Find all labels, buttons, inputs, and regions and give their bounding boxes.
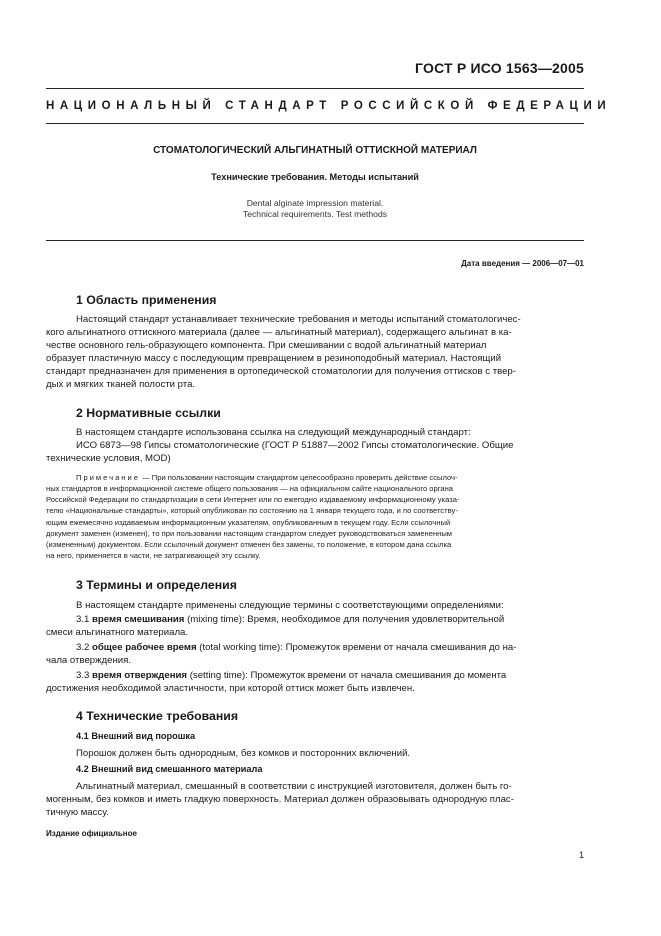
section-4-heading: 4 Технические требования: [76, 709, 238, 723]
edition-label: Издание официальное: [46, 829, 137, 838]
document-title: СТОМАТОЛОГИЧЕСКИЙ АЛЬГИНАТНЫЙ ОТТИСКНОЙ МАТЕРИАЛ: [153, 145, 477, 156]
note-line: ных стандартов в информационной системе общего пользования — на официальном сайте национального органа: [46, 484, 453, 493]
english-title-line-1: Dental alginate impression material.: [246, 198, 384, 208]
section-3-intro: В настоящем стандарте применены следующие термины с соответствующими определениями:: [76, 600, 504, 611]
note-line: на него, применяется в части, не затрагивающей эту ссылку.: [46, 551, 261, 560]
section-1-line: стандарт предназначен для применения в ортопедической стоматологии для получения оттисков с твер-: [46, 366, 516, 377]
top-rule: [46, 88, 584, 89]
note-line: Российской Федерации по стандартизации в сети Интернет или по ежегодно издаваемому информационному указа-: [46, 495, 460, 504]
term-number: 3.3: [76, 670, 93, 681]
document-subtitle: Технические требования. Методы испытаний: [211, 172, 419, 182]
note-text: — При пользовании настоящим стандартом целесообразно проверить действие ссылоч-: [139, 473, 458, 482]
term-name: время смешивания: [92, 614, 185, 625]
title-rule: [46, 240, 584, 241]
subsection-4-1-heading: 4.1 Внешний вид порошка: [76, 731, 196, 741]
banner-rule: [46, 123, 584, 124]
section-2-heading: 2 Нормативные ссылки: [76, 406, 221, 420]
note-line: документ заменен (изменен), то при пользовании настоящим стандартом следует руководствоваться замененным: [46, 529, 453, 538]
term-number: 3.1: [76, 614, 93, 625]
term-3-3-cont: достижения необходимой эластичности, при которой оттиск может быть извлечен.: [46, 683, 415, 694]
note-line: ющим ежемесячно издаваемым информационным указателям, опубликованным в текущем году. Если ссылочный: [46, 518, 451, 527]
note-line: телю «Национальные стандарты», который опубликован по состоянию на 1 января текущего года, и по соответству-: [46, 506, 458, 515]
term-3-2: [76, 641, 584, 654]
term-3-2-cont: чала отверждения.: [46, 655, 131, 666]
section-1-line: образует пластичную массу с последующим превращением в резиноподобный материал. Настоящий: [46, 353, 502, 364]
english-title-line-2: Technical requirements. Test methods: [242, 209, 388, 219]
term-definition: (total working time): Промежуток времени от начала смешивания до на-: [196, 642, 517, 653]
section-1-line: дых и мягких тканей полости рта.: [46, 379, 196, 390]
note-first-line: [76, 473, 584, 483]
section-1-heading: 1 Область применения: [76, 293, 217, 307]
note-label: Примечание: [76, 473, 140, 482]
document-code: ГОСТ Р ИСО 1563—2005: [415, 60, 584, 76]
term-number: 3.2: [76, 642, 93, 653]
page-number: 1: [578, 850, 584, 860]
term-definition: (setting time): Промежуток времени от начала смешивания до момента: [187, 670, 507, 681]
introduction-date: Дата введения — 2006—07—01: [461, 259, 584, 268]
section-1-line: кого альгинатного оттискного материала (далее — альгинатный материал), содержащего альгинат в ка-: [46, 327, 512, 338]
section-2-line: технические условия, MOD): [46, 453, 171, 464]
term-name: общее рабочее время: [92, 642, 197, 653]
section-3-heading: 3 Термины и определения: [76, 578, 237, 592]
subsection-4-2-heading: 4.2 Внешний вид смешанного материала: [76, 764, 263, 774]
term-definition: (mixing time): Время, необходимое для получения удовлетворительной: [184, 614, 505, 625]
subsection-4-2-line: могенным, без комков и иметь гладкую поверхность. Материал должен образовывать однородную плас-: [46, 794, 514, 805]
national-standard-banner: НАЦИОНАЛЬНЫЙ СТАНДАРТ РОССИЙСКОЙ ФЕДЕРАЦИИ: [46, 100, 612, 112]
subsection-4-2-line: тичную массу.: [46, 807, 109, 818]
subsection-4-2-line: Альгинатный материал, смешанный в соответствии с инструкцией изготовителя, должен быть го-: [76, 781, 512, 792]
section-1-line: честве основного гель-образующего компонента. При смешивании с водой альгинатный материал: [46, 340, 487, 351]
term-name: время отверждения: [92, 670, 188, 681]
section-1-line: Настоящий стандарт устанавливает технические требования и методы испытаний стоматологичес-: [76, 314, 521, 325]
term-3-1: [76, 613, 584, 626]
section-2-line: В настоящем стандарте использована ссылка на следующий международный стандарт:: [76, 427, 471, 438]
note-line: (измененным) документом. Если ссылочный документ отменен без замены, то положение, в котором дана ссылка: [46, 540, 452, 549]
term-3-3: [76, 669, 584, 682]
subsection-4-1-text: Порошок должен быть однородным, без комков и посторонних включений.: [76, 748, 411, 759]
term-3-1-cont: смеси альгинатного материала.: [46, 627, 189, 638]
section-2-line: ИСО 6873—98 Гипсы стоматологические (ГОСТ Р 51887—2002 Гипсы стоматологические. Общие: [76, 440, 514, 451]
